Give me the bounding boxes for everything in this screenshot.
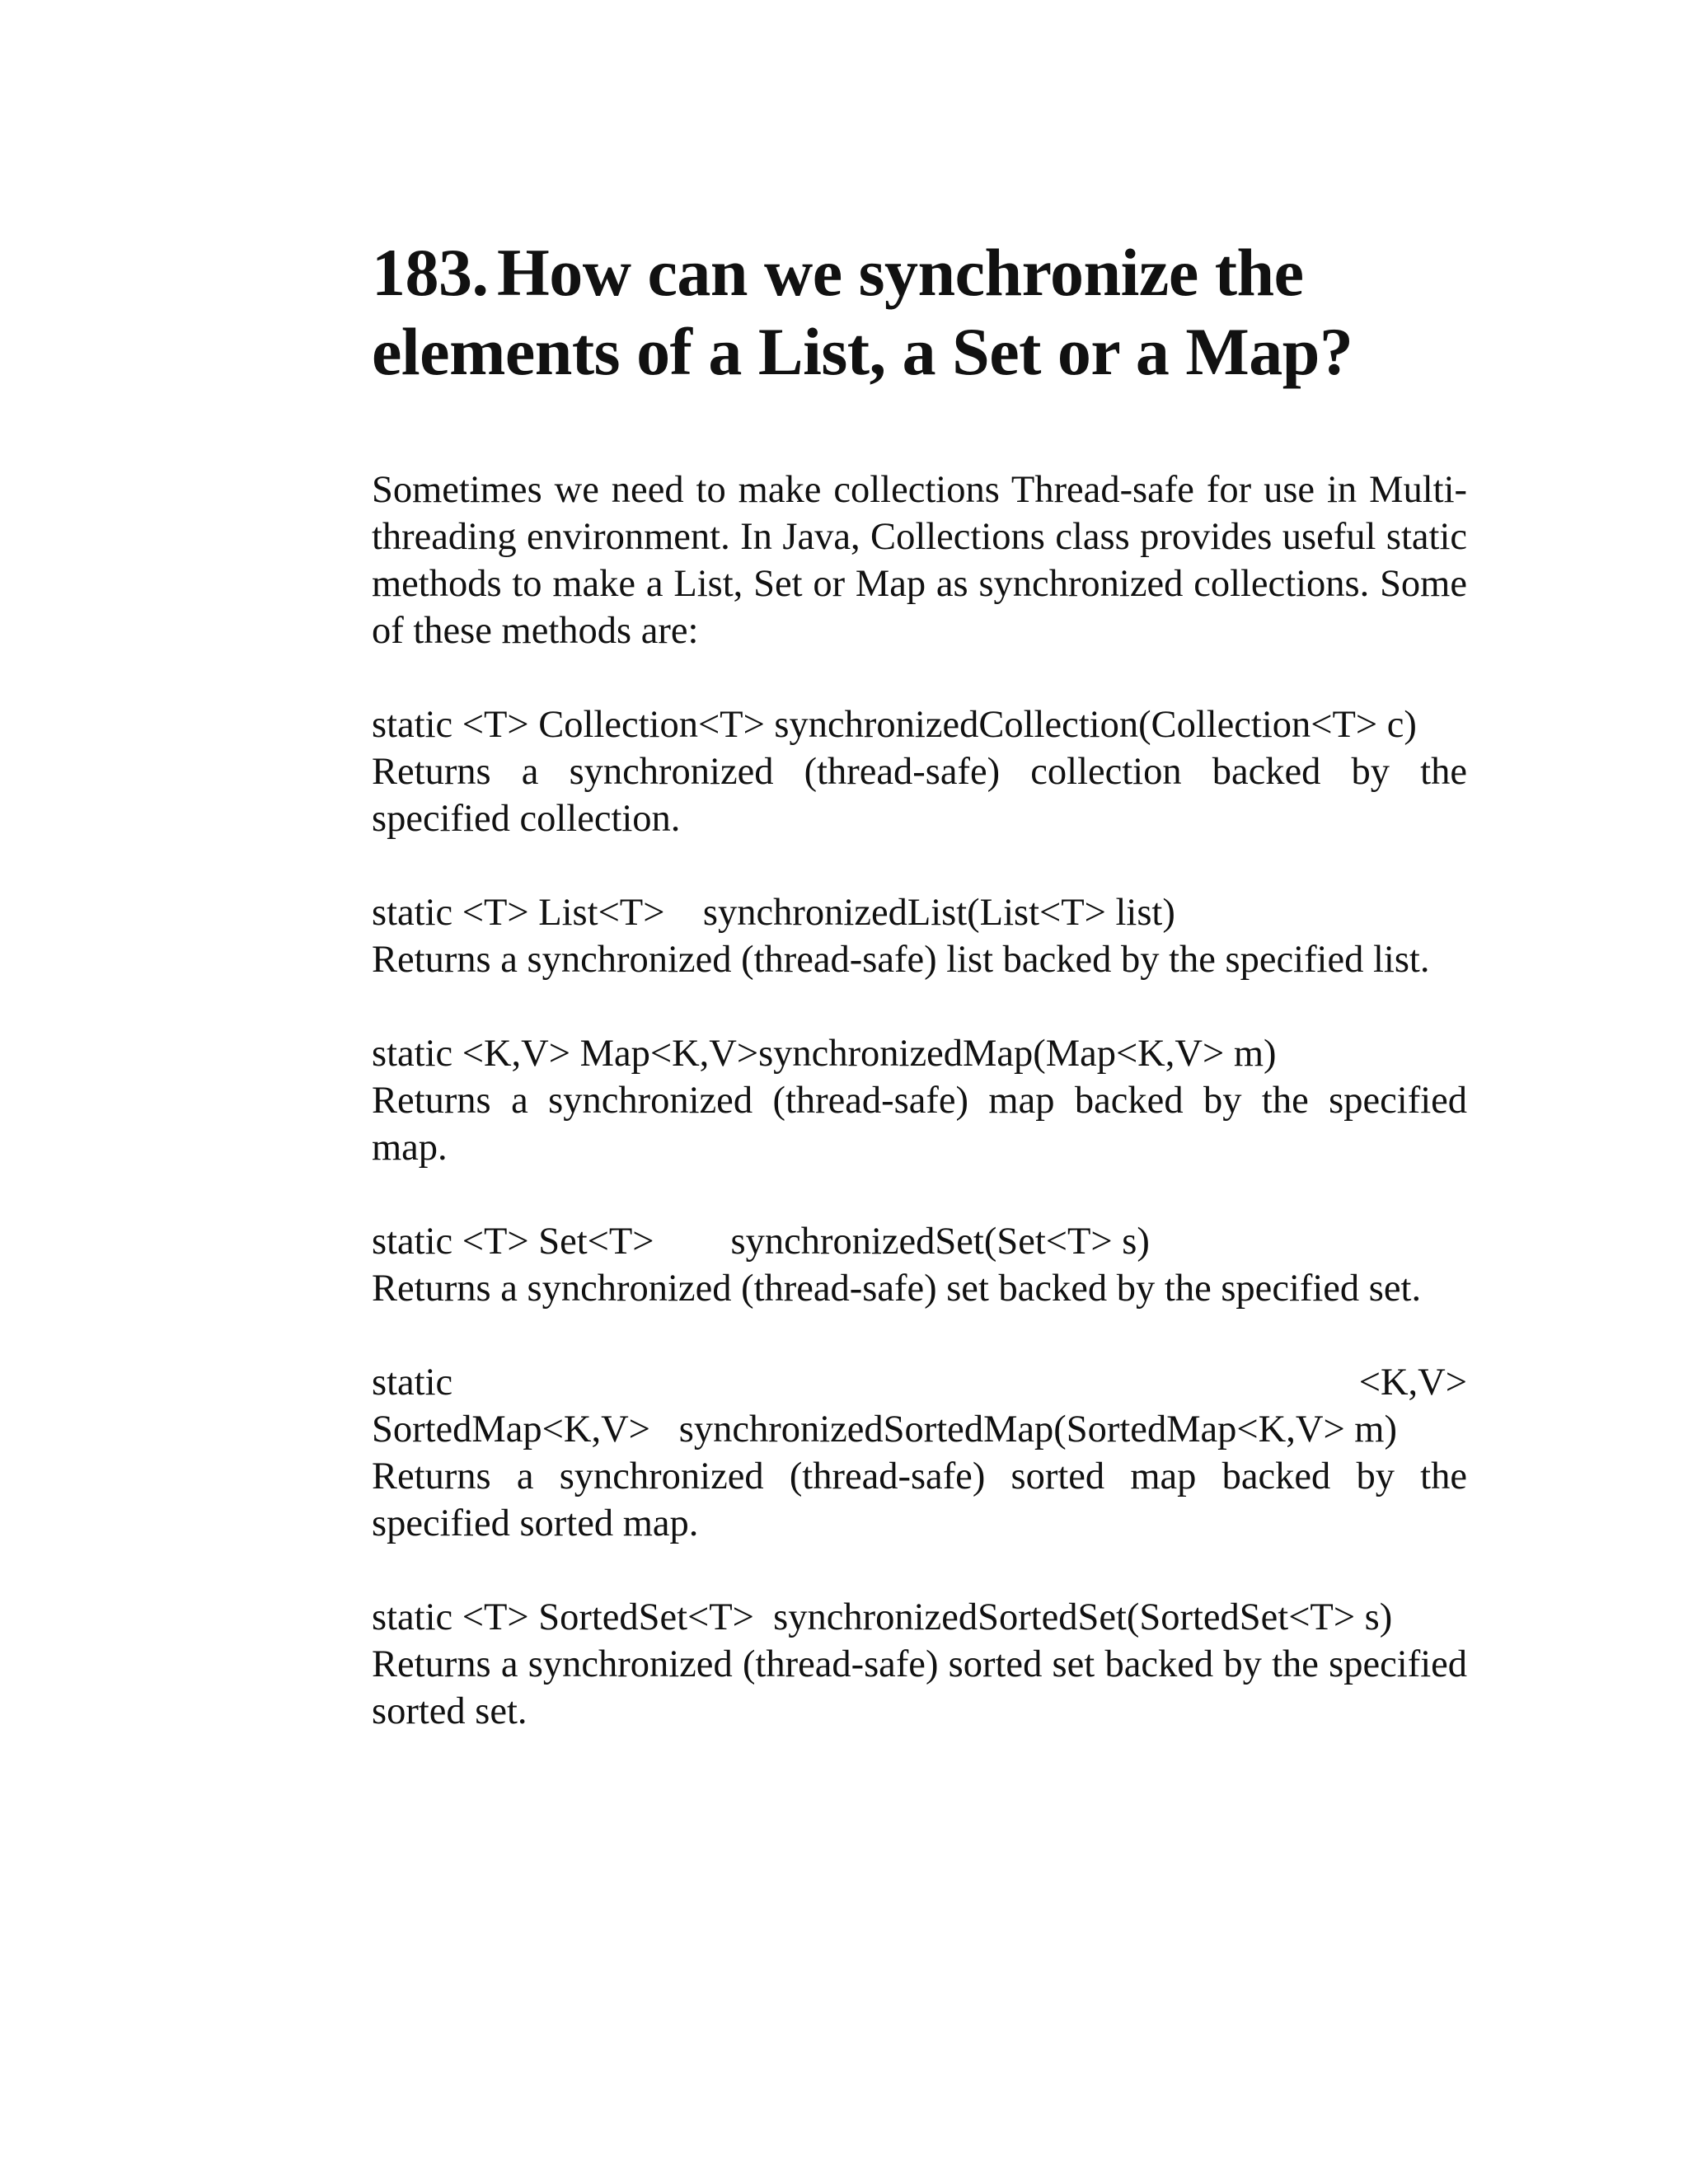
method-signature: static <T> Set<T> synchronizedSet(Set<T> s)	[372, 1221, 1150, 1263]
heading-line-2: elements of a List, a Set or a Map?	[372, 314, 1353, 389]
method-signature: static <T> SortedSet<T> synchronizedSortedSet(SortedSet<T> s)	[372, 1596, 1393, 1638]
method-entry-map	[372, 1030, 1467, 1171]
question-heading	[372, 233, 1467, 391]
method-description: Returns a synchronized (thread-safe) sorted map backed by the specified sorted map.	[372, 1455, 1467, 1544]
document-page	[372, 233, 1467, 1735]
method-entry-sorted-set	[372, 1594, 1467, 1735]
method-description: Returns a synchronized (thread-safe) map backed by the specified map.	[372, 1080, 1467, 1169]
method-signature-line-2: SortedMap<K,V> synchronizedSortedMap(SortedMap<K,V> m)	[372, 1408, 1397, 1451]
signature-type-params: <K,V>	[1358, 1361, 1467, 1404]
intro-paragraph: Sometimes we need to make collections Thread-safe for use in Multi-threading environment. In Java, Collections class provides useful static methods to make a List, Set or Map as synchronized collections. Some of these methods are:	[372, 469, 1467, 652]
signature-modifier: static	[372, 1361, 453, 1404]
method-signature: static <T> List<T> synchronizedList(List<T> list)	[372, 892, 1175, 934]
method-description: Returns a synchronized (thread-safe) list backed by the specified list.	[372, 939, 1430, 981]
method-entry-set	[372, 1218, 1467, 1312]
method-entry-collection	[372, 701, 1467, 842]
question-number: 183.	[372, 235, 489, 310]
heading-line-1	[372, 233, 1467, 312]
method-description: Returns a synchronized (thread-safe) set backed by the specified set.	[372, 1268, 1422, 1310]
answer-body	[372, 466, 1467, 1735]
method-signature: static <K,V> Map<K,V>synchronizedMap(Map<K,V> m)	[372, 1033, 1277, 1075]
method-entry-sorted-map	[372, 1359, 1467, 1547]
method-description: Returns a synchronized (thread-safe) sorted set backed by the specified sorted set.	[372, 1643, 1467, 1732]
method-entry-list	[372, 889, 1467, 983]
method-signature: static <T> Collection<T> synchronizedCollection(Collection<T> c)	[372, 704, 1417, 746]
heading-line-1-text: How can we synchronize the	[497, 235, 1304, 310]
method-description: Returns a synchronized (thread-safe) collection backed by the specified collection.	[372, 751, 1467, 840]
method-signature-line-1	[372, 1359, 1467, 1406]
